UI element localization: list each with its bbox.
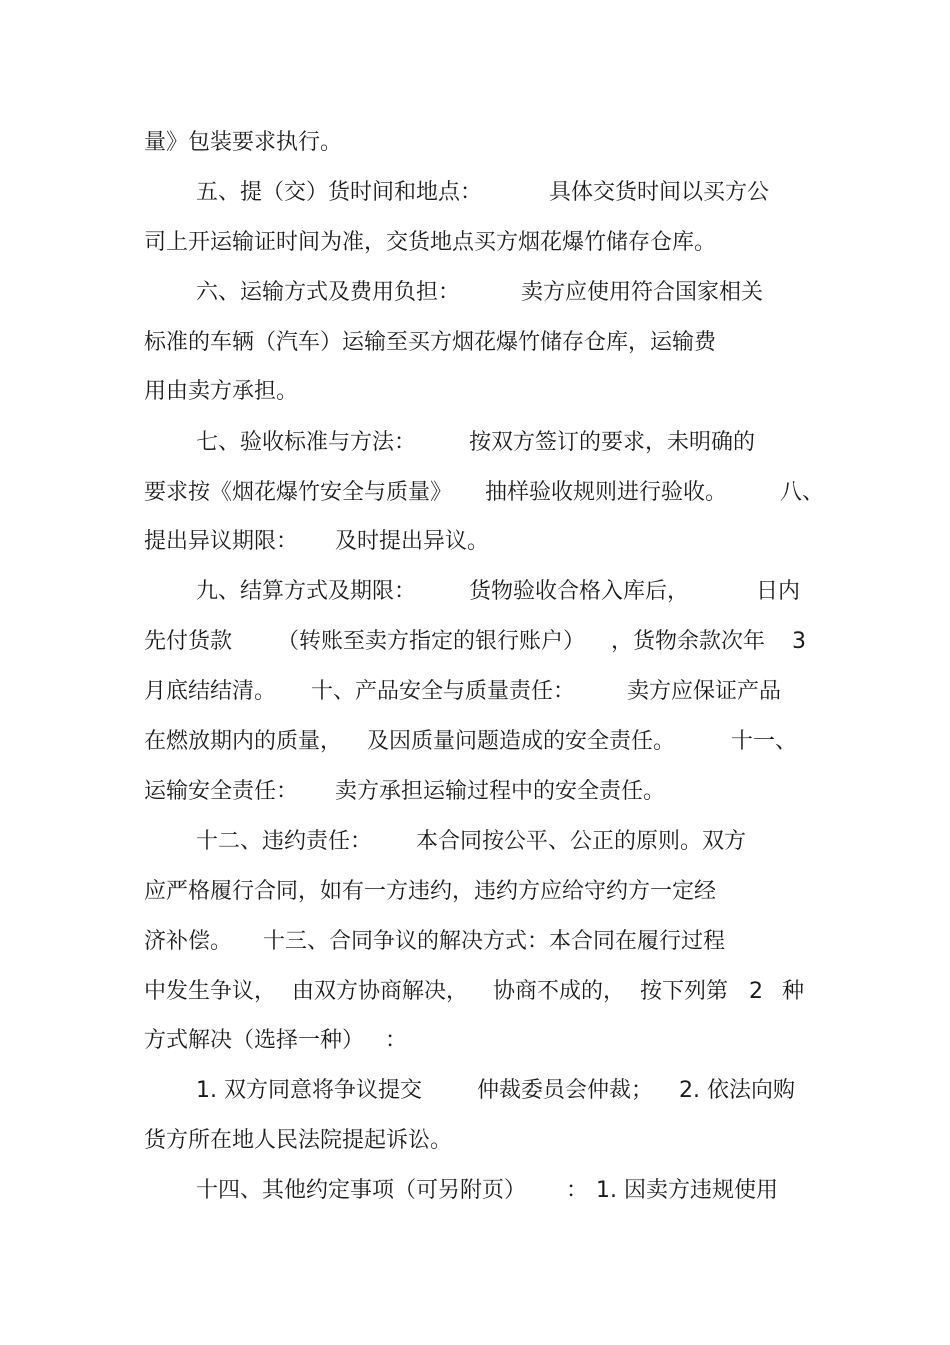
text-line: ：	[385, 1028, 408, 1053]
text-line: 标准的车辆（汽车）运输至买方烟花爆竹储存仓库，运输费	[144, 330, 717, 355]
text-line: 具体交货时间以买方公	[549, 180, 770, 205]
text-line: 按双方签订的要求，未明确的	[469, 430, 756, 455]
text-line: 先付货款	[144, 629, 233, 654]
text-line: 八、	[780, 480, 825, 505]
text-line: 货物验收合格入库后，	[469, 579, 690, 604]
text-line: 司上开运输证时间为准，交货地点买方烟花爆竹储存仓库。	[144, 230, 717, 255]
text-line: 由双方协商解决，	[292, 979, 469, 1004]
text-line: ：	[566, 1178, 589, 1203]
text-line: 七、验收标准与方法：	[196, 430, 417, 455]
text-line: 1. 双方同意将争议提交	[196, 1078, 422, 1103]
text-line: 要求按《烟花爆竹安全与质量》	[144, 480, 453, 505]
text-line: 卖方应保证产品	[627, 679, 782, 704]
text-line: 抽样验收规则进行验收。	[485, 480, 728, 505]
text-line: 2	[749, 979, 763, 1004]
text-line: 十三、合同争议的解决方式：本合同在履行过程	[263, 929, 726, 954]
text-line: （转账至卖方指定的银行账户）	[277, 629, 586, 654]
text-line: 仲裁委员会仲裁；	[477, 1078, 654, 1103]
text-line: 运输安全责任：	[144, 779, 299, 804]
text-line: 货方所在地人民法院提起诉讼。	[144, 1128, 453, 1153]
text-line: 及时提出异议。	[335, 529, 490, 554]
text-line: 种	[782, 979, 805, 1004]
text-line: 本合同按公平、公正的原则。双方	[416, 829, 747, 854]
text-line: 在燃放期内的质量，	[144, 729, 343, 754]
text-line: 1. 因卖方违规使用	[596, 1178, 778, 1203]
text-line: 月底结结清。	[144, 679, 277, 704]
text-line: ，货物余款次年	[611, 629, 766, 654]
text-line: 按下列第	[640, 979, 729, 1004]
text-line: 方式解决（选择一种）	[144, 1028, 365, 1053]
text-line: 十二、违约责任：	[196, 829, 373, 854]
text-line: 日内	[756, 579, 801, 604]
text-line: 济补偿。	[144, 929, 233, 954]
text-line: 用由卖方承担。	[144, 379, 299, 404]
text-line: 2. 依法向购	[679, 1078, 795, 1103]
text-line: 卖方承担运输过程中的安全责任。	[335, 779, 666, 804]
text-line: 协商不成的，	[493, 979, 626, 1004]
text-line: 中发生争议，	[144, 979, 277, 1004]
text-line: 3	[792, 629, 806, 654]
text-line: 应严格履行合同，如有一方违约，违约方应给守约方一定经	[144, 879, 717, 904]
text-line: 卖方应使用符合国家相关	[521, 280, 764, 305]
text-line: 提出异议期限：	[144, 529, 299, 554]
text-line: 九、结算方式及期限：	[196, 579, 417, 604]
text-line: 及因质量问题造成的安全责任。	[367, 729, 676, 754]
text-line: 五、提（交）货时间和地点：	[196, 180, 483, 205]
text-line: 六、运输方式及费用负担：	[196, 280, 461, 305]
text-line: 十、产品安全与质量责任：	[311, 679, 576, 704]
text-line: 十一、	[731, 729, 798, 754]
text-line: 量》包装要求执行。	[144, 130, 343, 155]
text-line: 十四、其他约定事项（可另附页）	[196, 1178, 527, 1203]
